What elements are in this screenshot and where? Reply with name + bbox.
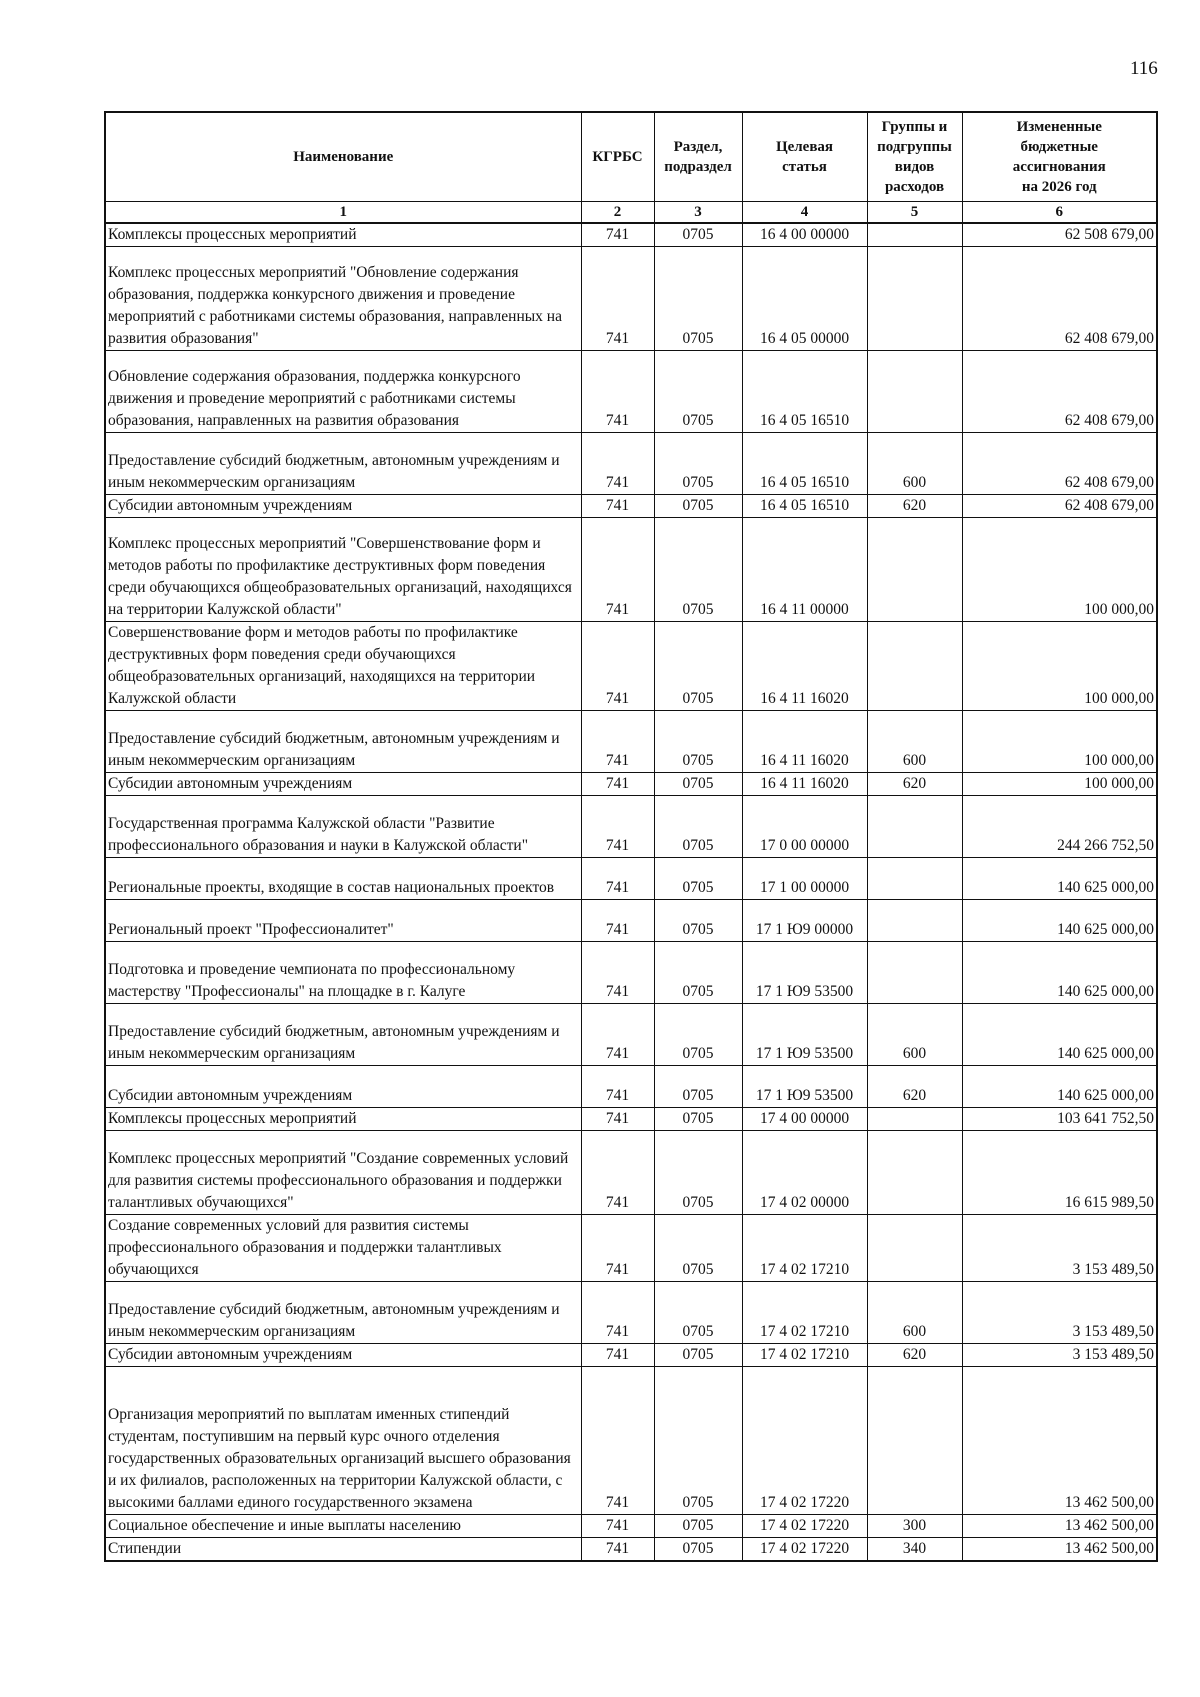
- cell-target: 16 4 11 16020: [742, 622, 867, 711]
- cell-group: [867, 1108, 962, 1131]
- cell-target: 17 4 00 00000: [742, 1108, 867, 1131]
- cell-section: 0705: [654, 1215, 742, 1282]
- cell-group: [867, 1367, 962, 1515]
- cell-amount: 100 000,00: [962, 711, 1157, 773]
- cell-amount: 140 625 000,00: [962, 1066, 1157, 1108]
- cell-kgrbs: 741: [581, 247, 654, 351]
- column-number: 6: [962, 202, 1157, 224]
- cell-kgrbs: 741: [581, 495, 654, 518]
- cell-amount: 13 462 500,00: [962, 1367, 1157, 1515]
- cell-name: Предоставление субсидий бюджетным, автономным учреждениям и иным некоммерческим организациям: [105, 1004, 581, 1066]
- cell-group: 600: [867, 1282, 962, 1344]
- cell-amount: 62 508 679,00: [962, 223, 1157, 247]
- table-row: [105, 1538, 1157, 1562]
- header-target: Целевая статья: [742, 112, 867, 202]
- cell-group: [867, 518, 962, 622]
- cell-amount: 13 462 500,00: [962, 1515, 1157, 1538]
- cell-target: 17 4 02 17220: [742, 1367, 867, 1515]
- cell-amount: 62 408 679,00: [962, 433, 1157, 495]
- cell-section: 0705: [654, 1344, 742, 1367]
- cell-name: Субсидии автономным учреждениям: [105, 1066, 581, 1108]
- cell-target: 16 4 11 00000: [742, 518, 867, 622]
- cell-kgrbs: 741: [581, 223, 654, 247]
- cell-amount: 140 625 000,00: [962, 858, 1157, 900]
- cell-section: 0705: [654, 518, 742, 622]
- header-section: Раздел, подраздел: [654, 112, 742, 202]
- cell-group: [867, 942, 962, 1004]
- cell-amount: 3 153 489,50: [962, 1215, 1157, 1282]
- cell-group: 600: [867, 433, 962, 495]
- cell-group: 620: [867, 773, 962, 796]
- cell-kgrbs: 741: [581, 1344, 654, 1367]
- table-row: [105, 247, 1157, 351]
- table-row: [105, 1066, 1157, 1108]
- cell-name: Субсидии автономным учреждениям: [105, 495, 581, 518]
- cell-group: 620: [867, 495, 962, 518]
- table-row: [105, 433, 1157, 495]
- cell-kgrbs: 741: [581, 1215, 654, 1282]
- cell-section: 0705: [654, 1131, 742, 1215]
- cell-amount: 140 625 000,00: [962, 900, 1157, 942]
- cell-target: 17 4 02 00000: [742, 1131, 867, 1215]
- budget-table: [104, 111, 1158, 1562]
- cell-kgrbs: 741: [581, 1131, 654, 1215]
- cell-amount: 62 408 679,00: [962, 351, 1157, 433]
- table-row: [105, 622, 1157, 711]
- table-row: [105, 900, 1157, 942]
- cell-name: Создание современных условий для развития системы профессионального образования и поддержки талантливых обучающихся: [105, 1215, 581, 1282]
- cell-name: Организация мероприятий по выплатам именных стипендий студентам, поступившим на первый курс очного отделения государственных образовательных организаций высшего образования и их филиалов, расположенных на территории Калужской области, с высокими баллами единого государственного экзамена: [105, 1367, 581, 1515]
- table-header-row: [105, 112, 1157, 202]
- cell-kgrbs: 741: [581, 900, 654, 942]
- cell-target: 17 0 00 00000: [742, 796, 867, 858]
- page-number: 116: [1130, 58, 1158, 79]
- cell-group: 620: [867, 1344, 962, 1367]
- cell-section: 0705: [654, 1004, 742, 1066]
- cell-kgrbs: 741: [581, 711, 654, 773]
- cell-name: Обновление содержания образования, поддержка конкурсного движения и проведение мероприятий с работниками системы образования, направленных на развития образования: [105, 351, 581, 433]
- cell-target: 16 4 05 16510: [742, 433, 867, 495]
- table-row: [105, 858, 1157, 900]
- cell-amount: 140 625 000,00: [962, 942, 1157, 1004]
- cell-group: [867, 858, 962, 900]
- cell-amount: 140 625 000,00: [962, 1004, 1157, 1066]
- cell-section: 0705: [654, 711, 742, 773]
- cell-amount: 16 615 989,50: [962, 1131, 1157, 1215]
- cell-group: [867, 900, 962, 942]
- cell-name: Региональный проект "Профессионалитет": [105, 900, 581, 942]
- cell-amount: 100 000,00: [962, 622, 1157, 711]
- header-amount: Измененные бюджетные ассигнования на 2026 год: [962, 112, 1157, 202]
- cell-name: Совершенствование форм и методов работы по профилактике деструктивных форм поведения среди обучающихся общеобразовательных организаций, находящихся на территории Калужской области: [105, 622, 581, 711]
- cell-kgrbs: 741: [581, 622, 654, 711]
- table-row: [105, 942, 1157, 1004]
- cell-group: [867, 622, 962, 711]
- table-row: [105, 351, 1157, 433]
- cell-kgrbs: 741: [581, 942, 654, 1004]
- cell-kgrbs: 741: [581, 858, 654, 900]
- cell-target: 16 4 00 00000: [742, 223, 867, 247]
- cell-section: 0705: [654, 622, 742, 711]
- cell-target: 16 4 05 16510: [742, 495, 867, 518]
- column-number: 4: [742, 202, 867, 224]
- cell-kgrbs: 741: [581, 1004, 654, 1066]
- cell-kgrbs: 741: [581, 796, 654, 858]
- header-group: Группы и подгруппы видов расходов: [867, 112, 962, 202]
- header-name: Наименование: [105, 112, 581, 202]
- table-row: [105, 1344, 1157, 1367]
- cell-target: 17 4 02 17210: [742, 1344, 867, 1367]
- cell-amount: 103 641 752,50: [962, 1108, 1157, 1131]
- column-number: 3: [654, 202, 742, 224]
- cell-target: 17 4 02 17210: [742, 1215, 867, 1282]
- cell-amount: 62 408 679,00: [962, 495, 1157, 518]
- cell-name: Предоставление субсидий бюджетным, автономным учреждениям и иным некоммерческим организациям: [105, 1282, 581, 1344]
- cell-kgrbs: 741: [581, 433, 654, 495]
- cell-target: 16 4 11 16020: [742, 711, 867, 773]
- cell-amount: 100 000,00: [962, 773, 1157, 796]
- cell-group: 620: [867, 1066, 962, 1108]
- cell-kgrbs: 741: [581, 1066, 654, 1108]
- cell-group: [867, 1131, 962, 1215]
- cell-section: 0705: [654, 942, 742, 1004]
- cell-section: 0705: [654, 1538, 742, 1562]
- cell-section: 0705: [654, 495, 742, 518]
- column-number: 1: [105, 202, 581, 224]
- column-number: 5: [867, 202, 962, 224]
- table-row: [105, 1367, 1157, 1515]
- cell-group: 340: [867, 1538, 962, 1562]
- cell-amount: 244 266 752,50: [962, 796, 1157, 858]
- table-row: [105, 223, 1157, 247]
- cell-group: [867, 223, 962, 247]
- table-row: [105, 1004, 1157, 1066]
- cell-section: 0705: [654, 1108, 742, 1131]
- cell-name: Государственная программа Калужской области "Развитие профессионального образования и науки в Калужской области": [105, 796, 581, 858]
- cell-name: Предоставление субсидий бюджетным, автономным учреждениям и иным некоммерческим организациям: [105, 433, 581, 495]
- cell-section: 0705: [654, 1066, 742, 1108]
- cell-section: 0705: [654, 247, 742, 351]
- cell-group: [867, 1215, 962, 1282]
- table-row: [105, 1131, 1157, 1215]
- cell-target: 17 1 00 00000: [742, 858, 867, 900]
- cell-kgrbs: 741: [581, 1367, 654, 1515]
- cell-group: 600: [867, 711, 962, 773]
- cell-amount: 3 153 489,50: [962, 1282, 1157, 1344]
- table-row: [105, 1282, 1157, 1344]
- cell-group: 300: [867, 1515, 962, 1538]
- cell-kgrbs: 741: [581, 1538, 654, 1562]
- cell-kgrbs: 741: [581, 1282, 654, 1344]
- table-row: [105, 495, 1157, 518]
- cell-target: 17 4 02 17210: [742, 1282, 867, 1344]
- cell-section: 0705: [654, 351, 742, 433]
- cell-target: 16 4 05 00000: [742, 247, 867, 351]
- cell-kgrbs: 741: [581, 1108, 654, 1131]
- cell-name: Социальное обеспечение и иные выплаты населению: [105, 1515, 581, 1538]
- cell-amount: 3 153 489,50: [962, 1344, 1157, 1367]
- cell-section: 0705: [654, 223, 742, 247]
- cell-kgrbs: 741: [581, 518, 654, 622]
- cell-amount: 13 462 500,00: [962, 1538, 1157, 1562]
- cell-target: 17 1 Ю9 00000: [742, 900, 867, 942]
- column-number: 2: [581, 202, 654, 224]
- cell-section: 0705: [654, 433, 742, 495]
- cell-section: 0705: [654, 1367, 742, 1515]
- table-row: [105, 1108, 1157, 1131]
- cell-amount: 100 000,00: [962, 518, 1157, 622]
- cell-name: Субсидии автономным учреждениям: [105, 773, 581, 796]
- cell-target: 16 4 11 16020: [742, 773, 867, 796]
- cell-kgrbs: 741: [581, 773, 654, 796]
- cell-name: Комплекс процессных мероприятий "Создание современных условий для развития системы профессионального образования и поддержки талантливых обучающихся": [105, 1131, 581, 1215]
- cell-name: Комплексы процессных мероприятий: [105, 223, 581, 247]
- cell-target: 17 1 Ю9 53500: [742, 942, 867, 1004]
- cell-group: [867, 796, 962, 858]
- cell-name: Предоставление субсидий бюджетным, автономным учреждениям и иным некоммерческим организациям: [105, 711, 581, 773]
- table-body: [105, 223, 1157, 1561]
- cell-name: Субсидии автономным учреждениям: [105, 1344, 581, 1367]
- column-number-row: [105, 202, 1157, 224]
- cell-target: 17 4 02 17220: [742, 1538, 867, 1562]
- cell-name: Комплексы процессных мероприятий: [105, 1108, 581, 1131]
- table-row: [105, 773, 1157, 796]
- cell-kgrbs: 741: [581, 351, 654, 433]
- cell-name: Стипендии: [105, 1538, 581, 1562]
- cell-group: [867, 247, 962, 351]
- cell-name: Региональные проекты, входящие в состав национальных проектов: [105, 858, 581, 900]
- cell-target: 17 1 Ю9 53500: [742, 1066, 867, 1108]
- table-row: [105, 796, 1157, 858]
- cell-target: 17 4 02 17220: [742, 1515, 867, 1538]
- cell-section: 0705: [654, 900, 742, 942]
- cell-kgrbs: 741: [581, 1515, 654, 1538]
- cell-section: 0705: [654, 1515, 742, 1538]
- table-row: [105, 1215, 1157, 1282]
- table-row: [105, 1515, 1157, 1538]
- cell-section: 0705: [654, 1282, 742, 1344]
- cell-section: 0705: [654, 858, 742, 900]
- table-row: [105, 518, 1157, 622]
- header-kgrbs: КГРБС: [581, 112, 654, 202]
- cell-name: Комплекс процессных мероприятий "Обновление содержания образования, поддержка конкурсного движения и проведение мероприятий с работниками системы образования, направленных на развития образования": [105, 247, 581, 351]
- cell-group: 600: [867, 1004, 962, 1066]
- cell-target: 17 1 Ю9 53500: [742, 1004, 867, 1066]
- table-row: [105, 711, 1157, 773]
- cell-group: [867, 351, 962, 433]
- cell-section: 0705: [654, 796, 742, 858]
- cell-amount: 62 408 679,00: [962, 247, 1157, 351]
- cell-name: Комплекс процессных мероприятий "Совершенствование форм и методов работы по профилактике деструктивных форм поведения среди обучающихся общеобразовательных организаций, находящихся на территории Калужской области": [105, 518, 581, 622]
- cell-name: Подготовка и проведение чемпионата по профессиональному мастерству "Профессионалы" на площадке в г. Калуге: [105, 942, 581, 1004]
- cell-target: 16 4 05 16510: [742, 351, 867, 433]
- cell-section: 0705: [654, 773, 742, 796]
